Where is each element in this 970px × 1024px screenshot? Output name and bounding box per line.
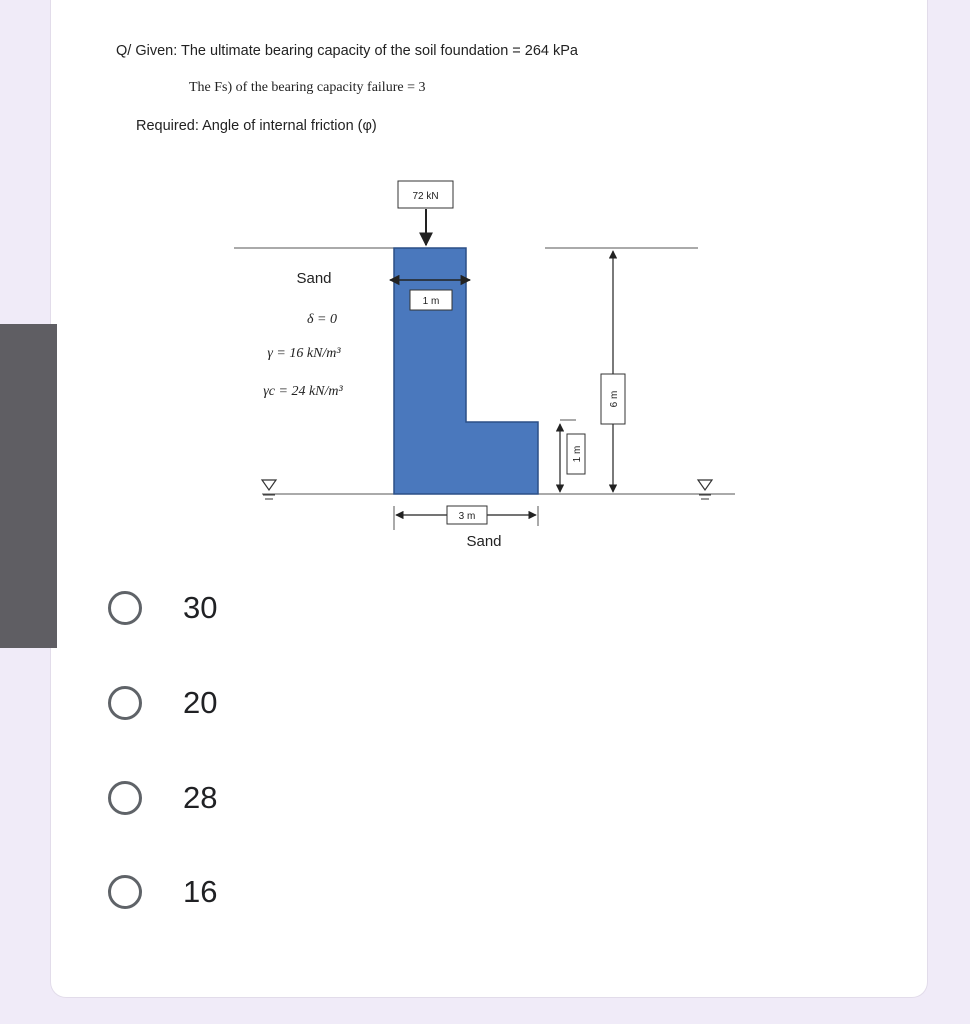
radio-button-icon[interactable] [108, 875, 142, 909]
question-fs-line: The Fs) of the bearing capacity failure = 3 [189, 80, 426, 95]
soil-top-label: Sand [296, 270, 332, 287]
water-table-right-icon [698, 480, 712, 499]
base-height-label: 1 m [572, 445, 583, 463]
l-shaped-footing [394, 248, 538, 494]
gamma-label: γ = 16 kN/m³ [267, 346, 341, 361]
base-width-label: 3 m [458, 511, 476, 522]
option-label: 28 [183, 780, 218, 815]
option-30[interactable] [108, 588, 217, 628]
soil-bottom-label: Sand [466, 533, 502, 550]
water-table-left-icon [262, 480, 276, 499]
option-label: 30 [183, 590, 218, 625]
option-label: 20 [183, 685, 218, 720]
load-label: 72 kN [412, 191, 439, 202]
question-required-line: Required: Angle of internal friction (φ) [136, 118, 377, 134]
stem-width-label: 1 m [422, 296, 440, 307]
option-28[interactable] [108, 778, 217, 818]
gamma-c-label: γc = 24 kN/m³ [263, 384, 343, 399]
option-16[interactable] [108, 872, 217, 912]
total-height-label: 6 m [609, 390, 620, 408]
delta-label: δ = 0 [307, 312, 337, 327]
question-given-line: Q/ Given: The ultimate bearing capacity of the soil foundation = 264 kPa [116, 43, 578, 59]
radio-button-icon[interactable] [108, 686, 142, 720]
option-20[interactable] [108, 683, 217, 723]
radio-button-icon[interactable] [108, 781, 142, 815]
radio-button-icon[interactable] [108, 591, 142, 625]
option-label: 16 [183, 874, 218, 909]
